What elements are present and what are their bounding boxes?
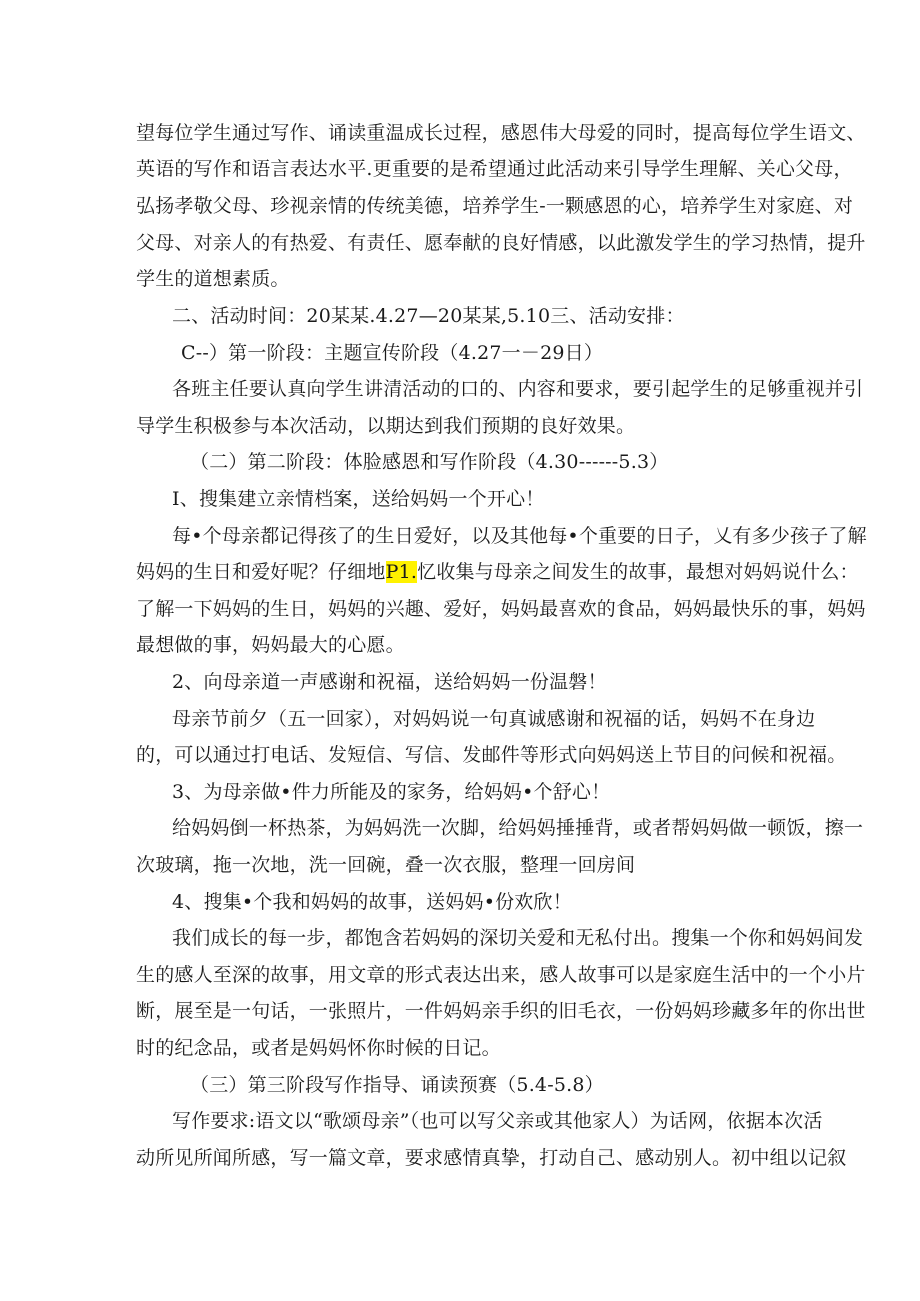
- item-heading: 4、搜集•个我和妈妈的故事，送妈妈•份欢欣！: [172, 891, 572, 913]
- item-heading: I、搜集建立亲情档案，送给妈妈一个开心！: [172, 488, 545, 510]
- item-heading: 3、为母亲做•件力所能及的家务，给妈妈•个舒心！: [172, 781, 611, 803]
- paragraph-line: 给妈妈倒一杯热茶，为妈妈洗一次脚，给妈妈捶捶背，或者帮妈妈做一顿饭，擦一: [172, 817, 864, 839]
- line-text-before-highlight: 妈妈的生日和爱好呢？仔细地: [136, 561, 386, 583]
- paragraph-line: 次玻璃，拖一次地，洗一回碗，叠一次衣服，整理一回房间: [136, 854, 636, 876]
- paragraph-line: 各班主任要认真向学生讲清活动的口的、内容和要求，要引起学生的足够重视并引: [172, 378, 864, 400]
- line-text-after-highlight: 忆收集与母亲之间发生的故事，最想对妈妈说什么：: [417, 561, 859, 583]
- stage-heading: （二）第二阶段：体脸感恩和写作阶段（4.30------5.3）: [190, 451, 669, 473]
- paragraph-line: 弘扬孝敬父母、珍视亲情的传统美德，培养学生-一颗感恩的心，培养学生对家庭、对: [136, 195, 854, 217]
- paragraph-line: 时的纪念品，或者是妈妈怀你时候的日记。: [136, 1037, 501, 1059]
- paragraph-line: 动所见所闻所感，写一篇文章，要求感情真挚，打动自己、感动别人。初中组以记叙: [136, 1147, 847, 1169]
- highlighted-text: P1.: [385, 561, 418, 583]
- paragraph-line: 父母、对亲人的有热爱、有责任、愿奉献的良好情感，以此激发学生的学习热情，提升: [136, 232, 866, 254]
- paragraph-line: 的，可以通过打电话、发短信、写信、发邮件等形式向妈妈送上节目的问候和祝福。: [136, 744, 847, 766]
- paragraph-line: [136, 560, 859, 584]
- paragraph-line: 写作要求:语文以“歌颂母亲”（也可以写父亲或其他家人）为话网，依据本次活: [172, 1110, 823, 1132]
- paragraph-line: 最想做的事，妈妈最大的心愿。: [136, 634, 405, 656]
- paragraph-line: 生的感人至深的故事，用文章的形式表达出来，感人故事可以是家庭生活中的一个小片: [136, 964, 866, 986]
- paragraph-line: 母亲节前夕（五一回家），对妈妈说一句真诚感谢和祝福的话，妈妈不在身边: [172, 708, 816, 730]
- paragraph-line: 断，展至是一句话，一张照片，一件妈妈亲手织的旧毛衣，一份妈妈珍藏多年的你出世: [136, 1000, 866, 1022]
- stage-heading: C--）第一阶段：主题宣传阶段（4.27一－29日）: [181, 342, 604, 364]
- item-heading: 2、向母亲道一声感谢和祝福，送给妈妈一份温磐！: [172, 671, 607, 693]
- stage-heading: （三）第三阶段写作指导、诵读预赛（5.4-5.8）: [190, 1074, 604, 1096]
- paragraph-line: 导学生积极参与本次活动，以期达到我们预期的良好效果。: [136, 415, 636, 437]
- paragraph-line: 了解一下妈妈的生日，妈妈的兴趣、爱好，妈妈最喜欢的食品，妈妈最快乐的事，妈妈: [136, 598, 866, 620]
- paragraph-line: 英语的写作和语言表达水平.更重要的是希望通过此活动来引导学生理解、关心父母，: [136, 158, 853, 180]
- paragraph-line: 我们成长的每一步，都饱含若妈妈的深切关爱和无私付出。搜集一个你和妈妈间发: [172, 927, 864, 949]
- paragraph-line: 每•个母亲都记得孩了的生日爱好，以及其他每•个重要的日子，乂有多少孩子了解: [172, 525, 867, 547]
- paragraph-line: 望每位学生通过写作、诵读重温成长过程，感恩伟大母爱的同时，提高每位学生语文、: [136, 122, 866, 144]
- paragraph-line: 学生的道想素质。: [136, 268, 290, 290]
- section-heading: 二、活动时间：20某某.4.27—20某某,5.10三、活动安排：: [172, 305, 685, 327]
